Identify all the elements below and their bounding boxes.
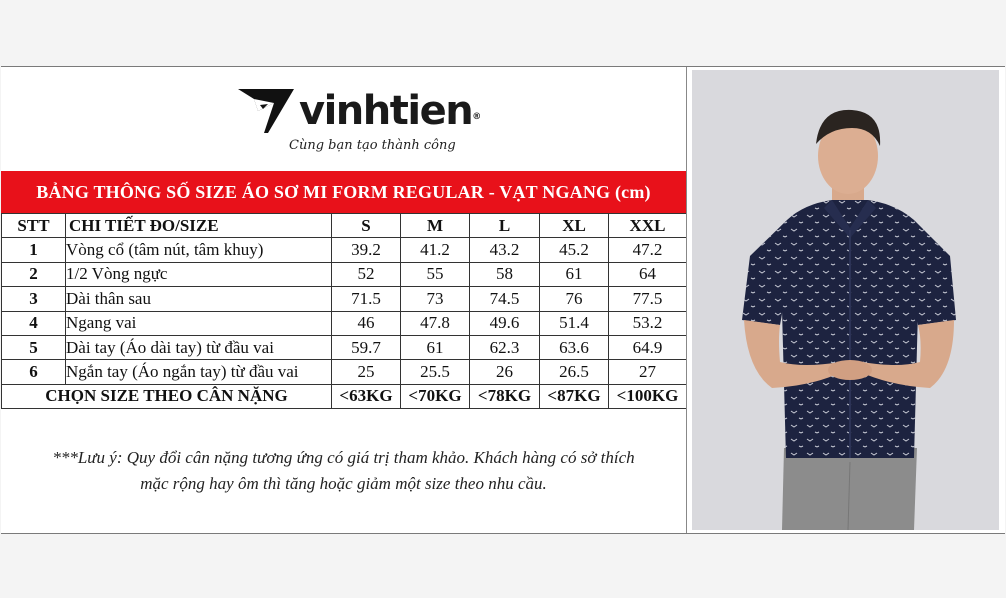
- row-stt: 1: [2, 238, 66, 262]
- cell-value: 76: [540, 287, 609, 311]
- table-row: [2, 360, 687, 384]
- note-line-2: mặc rộng hay ôm thì tăng hoặc giảm một size theo nhu cầu.: [140, 474, 547, 493]
- cell-value: 45.2: [540, 238, 609, 262]
- table-row: [2, 238, 687, 262]
- cell-value: 74.5: [470, 287, 540, 311]
- header-detail: CHI TIẾT ĐO/SIZE: [66, 214, 332, 238]
- row-detail: Dài thân sau: [66, 287, 332, 311]
- cell-value: 59.7: [332, 335, 401, 359]
- size-chart-panel: [1, 67, 686, 533]
- row-detail: Vòng cổ (tâm nút, tâm khuy): [66, 238, 332, 262]
- cell-value: 61: [401, 335, 470, 359]
- cell-value: 61: [540, 262, 609, 286]
- cell-value: 43.2: [470, 238, 540, 262]
- cell-value: 41.2: [401, 238, 470, 262]
- row-detail: 1/2 Vòng ngực: [66, 262, 332, 286]
- row-stt: 4: [2, 311, 66, 335]
- weight-row: [2, 384, 687, 408]
- header-size-xxl: XXL: [609, 214, 687, 238]
- header-size-l: L: [470, 214, 540, 238]
- header-size-m: M: [401, 214, 470, 238]
- table-row: [2, 262, 687, 286]
- row-stt: 5: [2, 335, 66, 359]
- vinhtien-logo-icon: [238, 87, 294, 135]
- model-photo: [692, 70, 999, 530]
- cell-value: 63.6: [540, 335, 609, 359]
- cell-value: 39.2: [332, 238, 401, 262]
- cell-value: 58: [470, 262, 540, 286]
- table-header-row: [2, 214, 687, 238]
- brand-name: vinhtien®: [299, 88, 482, 134]
- cell-value: 26.5: [540, 360, 609, 384]
- size-table: [1, 213, 687, 409]
- row-detail: Ngang vai: [66, 311, 332, 335]
- row-stt: 2: [2, 262, 66, 286]
- cell-value: 51.4: [540, 311, 609, 335]
- size-chart-card: [1, 66, 1005, 534]
- panel-divider: [686, 67, 687, 533]
- cell-value: 47.8: [401, 311, 470, 335]
- weight-value: <63KG: [332, 384, 401, 408]
- registered-mark: ®: [472, 112, 482, 122]
- cell-value: 49.6: [470, 311, 540, 335]
- cell-value: 64: [609, 262, 687, 286]
- cell-value: 25: [332, 360, 401, 384]
- cell-value: 52: [332, 262, 401, 286]
- cell-value: 25.5: [401, 360, 470, 384]
- cell-value: 77.5: [609, 287, 687, 311]
- table-row: [2, 335, 687, 359]
- weight-value: <78KG: [470, 384, 540, 408]
- table-row: [2, 287, 687, 311]
- header-size-xl: XL: [540, 214, 609, 238]
- header-stt: STT: [2, 214, 66, 238]
- row-detail: Dài tay (Áo dài tay) từ đầu vai: [66, 335, 332, 359]
- cell-value: 64.9: [609, 335, 687, 359]
- cell-value: 55: [401, 262, 470, 286]
- table-row: [2, 311, 687, 335]
- brand-header: [1, 67, 686, 171]
- brand-tagline: Cùng bạn tạo thành công: [289, 138, 456, 153]
- cell-value: 27: [609, 360, 687, 384]
- size-chart-title: BẢNG THÔNG SỐ SIZE ÁO SƠ MI FORM REGULAR - VẠT NGANG (cm): [1, 171, 686, 213]
- cell-value: 26: [470, 360, 540, 384]
- weight-value: <87KG: [540, 384, 609, 408]
- cell-value: 53.2: [609, 311, 687, 335]
- row-stt: 6: [2, 360, 66, 384]
- cell-value: 46: [332, 311, 401, 335]
- weight-row-label: CHỌN SIZE THEO CÂN NẶNG: [2, 384, 332, 408]
- sizing-note: [1, 445, 686, 497]
- cell-value: 71.5: [332, 287, 401, 311]
- note-line-1: ***Lưu ý: Quy đổi cân nặng tương ứng có giá trị tham khảo. Khách hàng có sở thích: [52, 448, 635, 467]
- weight-value: <70KG: [401, 384, 470, 408]
- header-size-s: S: [332, 214, 401, 238]
- cell-value: 62.3: [470, 335, 540, 359]
- cell-value: 73: [401, 287, 470, 311]
- row-detail: Ngắn tay (Áo ngắn tay) từ đầu vai: [66, 360, 332, 384]
- model-illustration: [692, 70, 999, 530]
- row-stt: 3: [2, 287, 66, 311]
- cell-value: 47.2: [609, 238, 687, 262]
- weight-value: <100KG: [609, 384, 687, 408]
